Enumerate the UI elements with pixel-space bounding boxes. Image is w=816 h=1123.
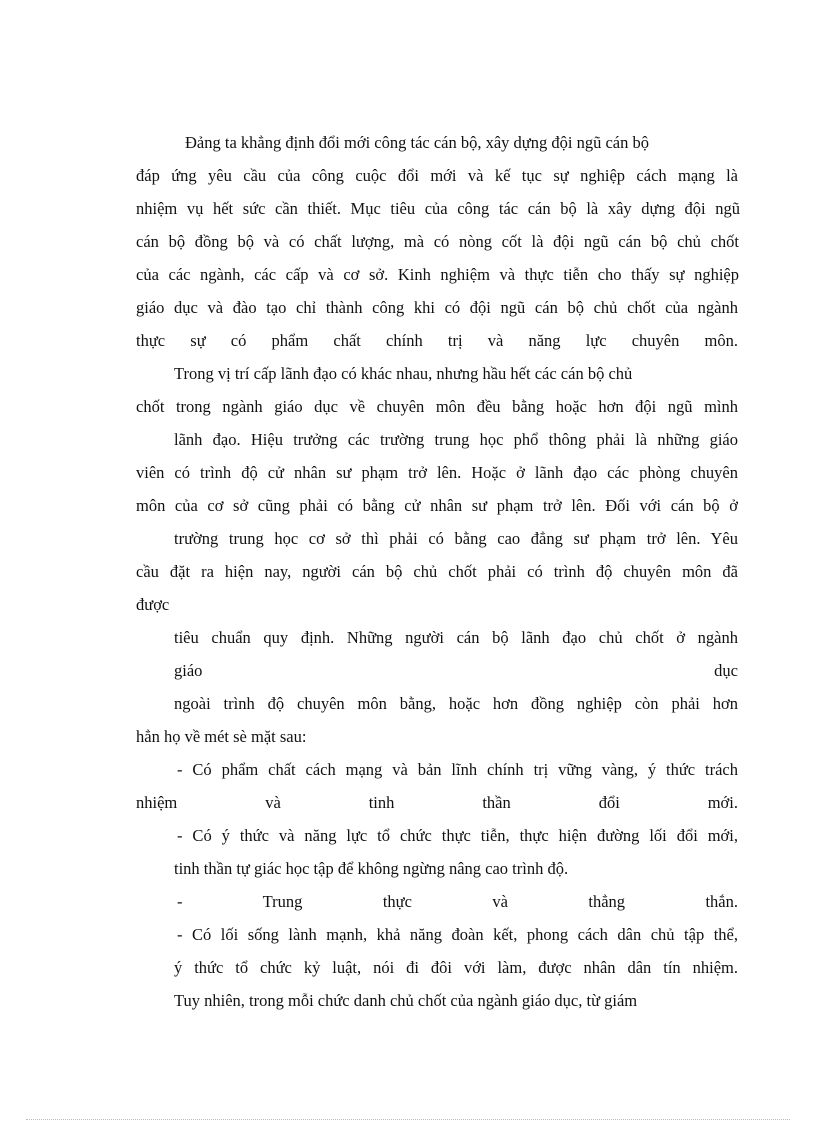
text-line: - Trung thực và thẳng thắn. xyxy=(177,892,738,911)
text-line: tinh thần tự giác học tập để không ngừng nâng cao trình độ. xyxy=(174,859,569,878)
text-line: giáo dục xyxy=(174,661,738,680)
text-line: thực sự có phẩm chất chính trị và năng lực chuyên môn. xyxy=(136,331,738,350)
text-line: tiêu chuẩn quy định. Những người cán bộ lãnh đạo chủ chốt ở ngành xyxy=(174,628,738,647)
text-line: lãnh đạo. Hiệu trưởng các trường trung học phổ thông phải là những giáo xyxy=(174,430,738,449)
text-line: nhiệm vụ hết sức cần thiết. Mục tiêu của công tác cán bộ là xây dựng đội ngũ xyxy=(136,199,740,218)
text-line: - Có lối sống lành mạnh, khả năng đoàn kết, phong cách dân chủ tập thể, xyxy=(177,925,738,944)
text-line: Đảng ta khẳng định đổi mới công tác cán bộ, xây dựng đội ngũ cán bộ xyxy=(185,133,649,152)
text-line: của các ngành, các cấp và cơ sở. Kinh nghiệm và thực tiễn cho thấy sự nghiệp xyxy=(136,265,739,284)
text-line: Tuy nhiên, trong mỗi chức danh chủ chốt của ngành giáo dục, từ giám xyxy=(174,991,638,1010)
text-line: cầu đặt ra hiện nay, người cán bộ chủ chốt phải có trình độ chuyên môn đã xyxy=(136,562,738,581)
text-line: nhiệm và tinh thần đổi mới. xyxy=(136,793,738,812)
text-line: ý thức tổ chức kỷ luật, nói đi đôi với làm, được nhân dân tín nhiệm. xyxy=(174,958,738,977)
text-line: đáp ứng yêu cầu của công cuộc đổi mới và kế tục sự nghiệp cách mạng là xyxy=(136,166,738,185)
text-line: - Có phẩm chất cách mạng và bản lĩnh chính trị vững vàng, ý thức trách xyxy=(177,760,738,779)
text-line: môn của cơ sở cũng phải có bằng cử nhân sư phạm trở lên. Đối với cán bộ ở xyxy=(136,496,738,515)
text-line: Trong vị trí cấp lãnh đạo có khác nhau, nhưng hầu hết các cán bộ chủ xyxy=(174,364,633,383)
text-line: trường trung học cơ sở thì phải có bằng cao đẳng sư phạm trở lên. Yêu xyxy=(174,529,738,548)
text-line: hẳn họ về mét sè mặt sau: xyxy=(136,727,307,746)
text-line: cán bộ đồng bộ và có chất lượng, mà có nòng cốt là đội ngũ cán bộ chủ chốt xyxy=(136,232,739,251)
text-line: ngoài trình độ chuyên môn bằng, hoặc hơn đồng nghiệp còn phải hơn xyxy=(174,694,738,713)
page-bottom-divider xyxy=(26,1119,790,1120)
text-line: giáo dục và đào tạo chỉ thành công khi có đội ngũ cán bộ chủ chốt của ngành xyxy=(136,298,738,317)
text-line: chốt trong ngành giáo dục về chuyên môn đều bằng hoặc hơn đội ngũ mình xyxy=(136,397,738,416)
text-line: được xyxy=(136,595,170,614)
text-line: viên có trình độ cử nhân sư phạm trở lên. Hoặc ở lãnh đạo các phòng chuyên xyxy=(136,463,738,482)
text-line: - Có ý thức và năng lực tổ chức thực tiễn, thực hiện đường lối đổi mới, xyxy=(177,826,738,845)
